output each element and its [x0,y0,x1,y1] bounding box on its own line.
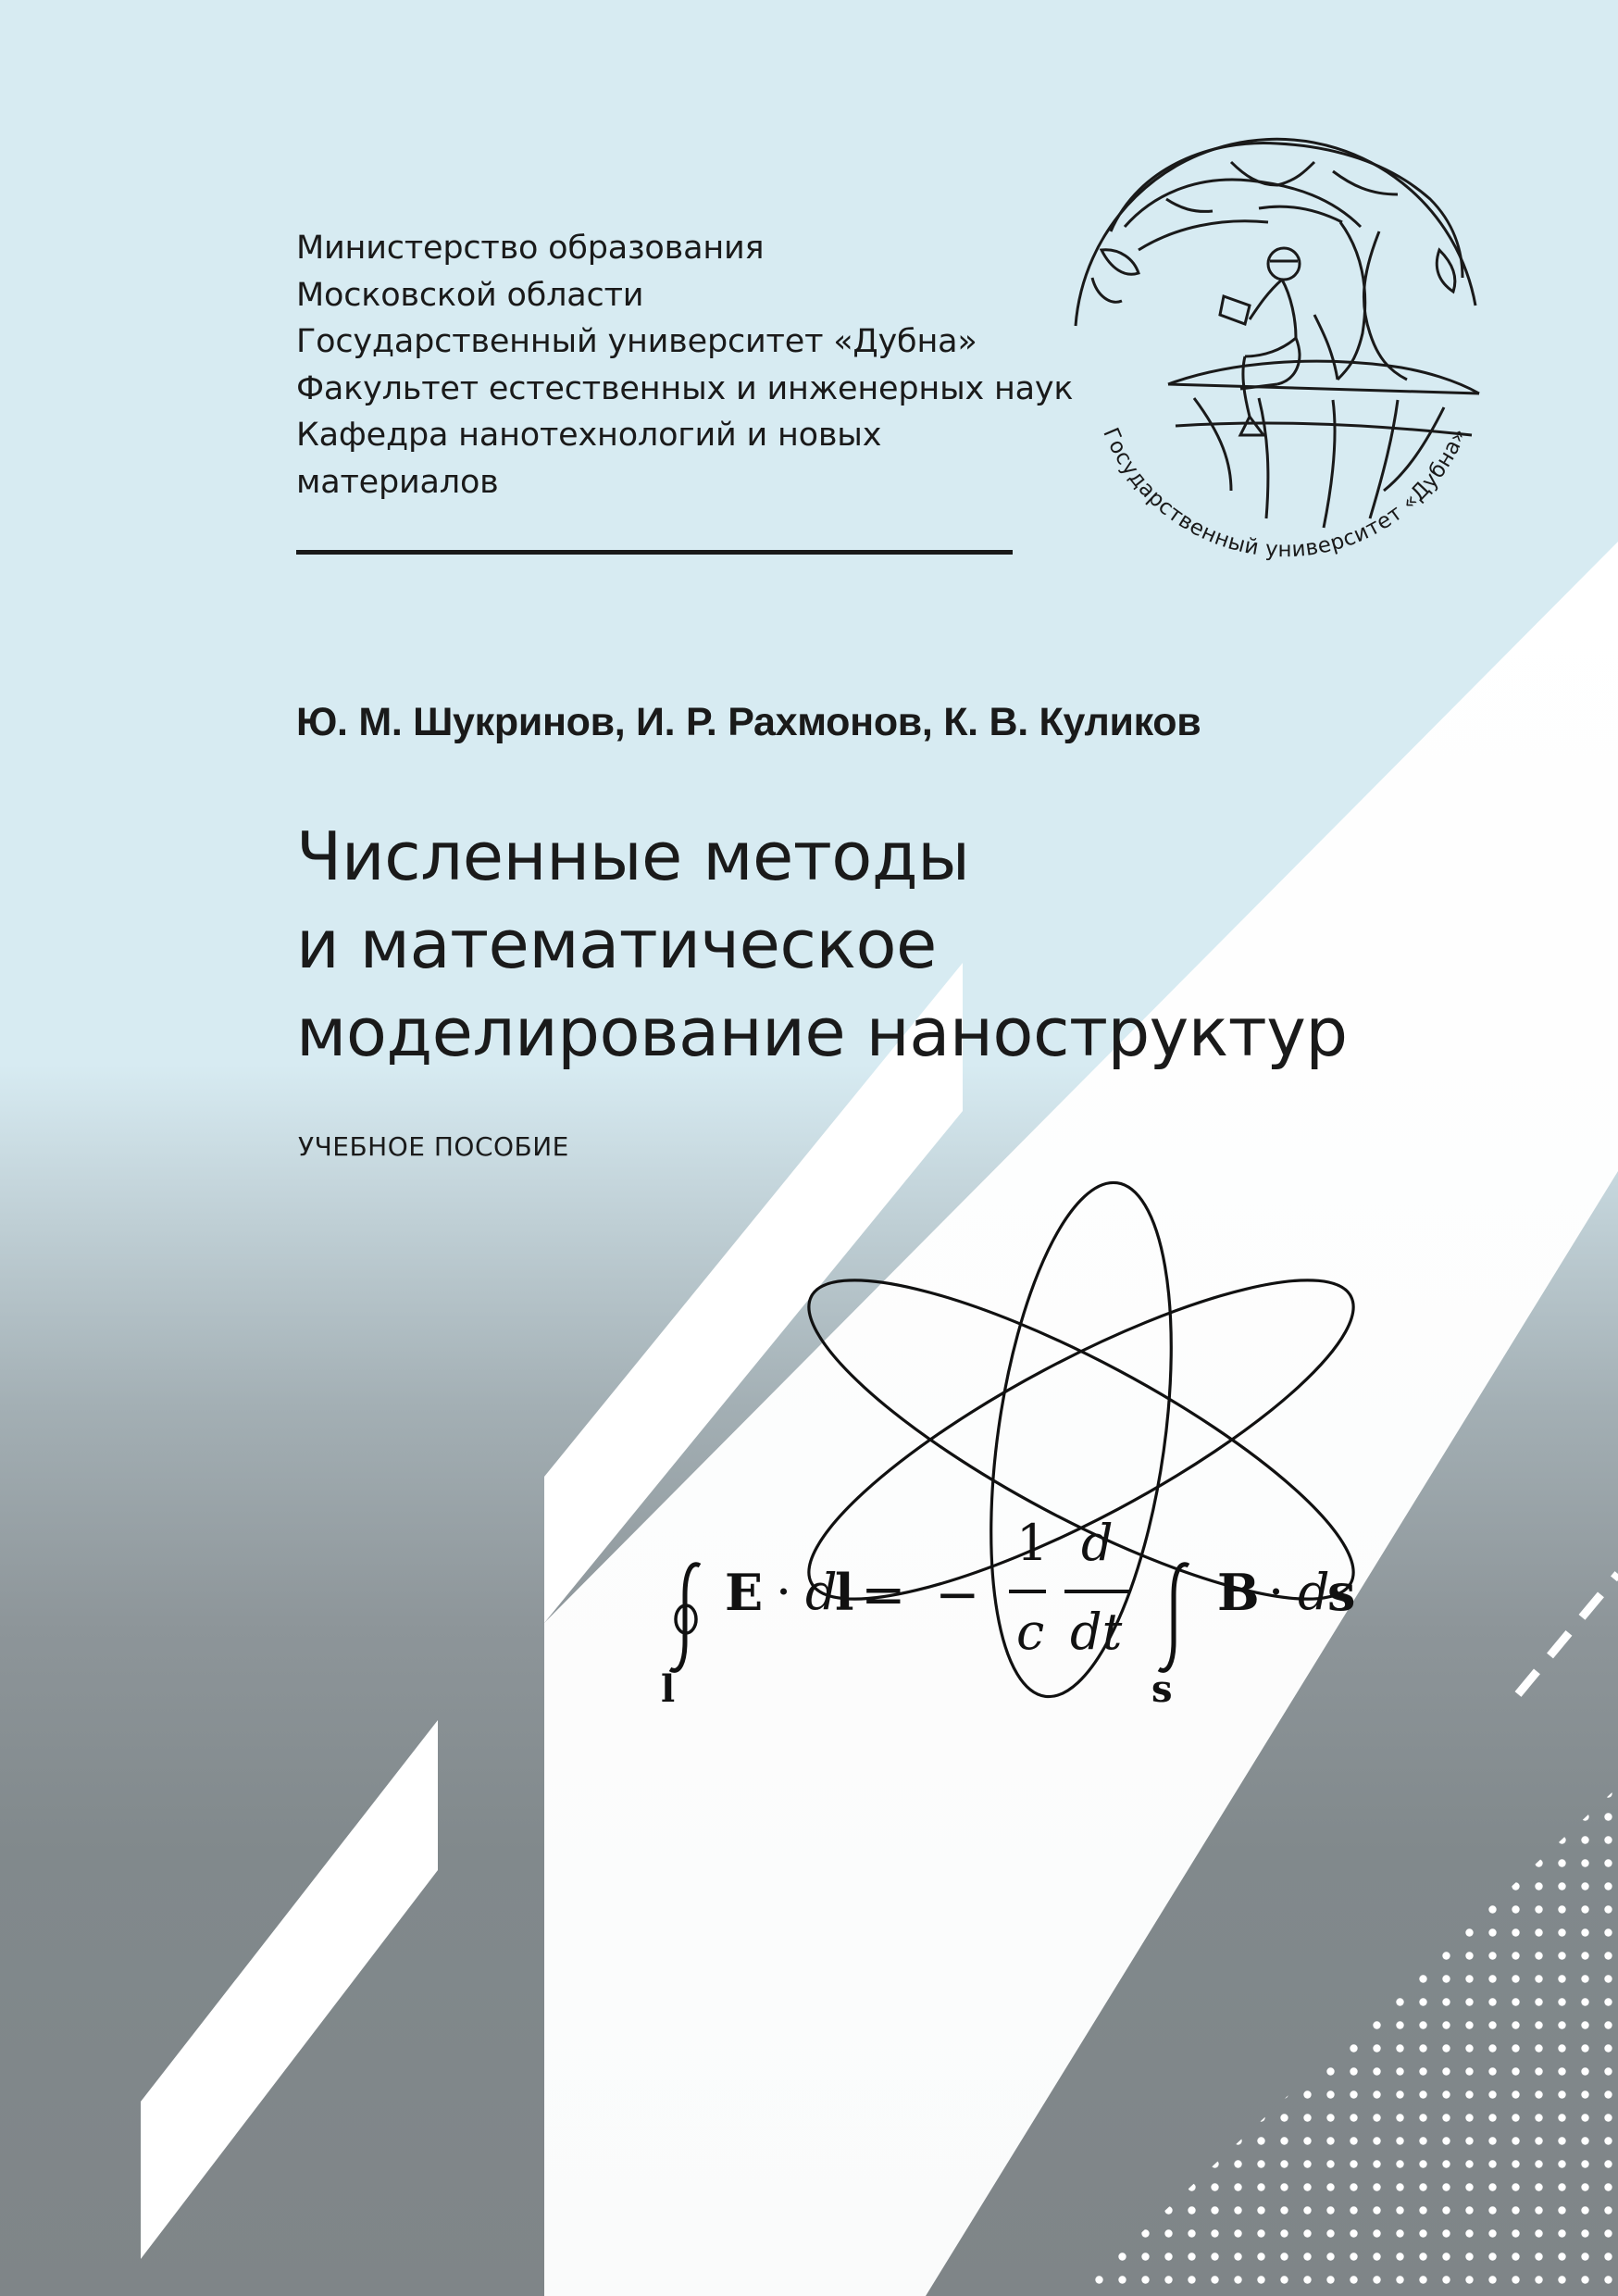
title-line-1: Численные методы [296,817,970,895]
org-line-faculty: Факультет естественных и инженерных наук [296,369,1074,407]
loop-subscript: l [661,1667,676,1711]
rhs-vector: B [1217,1563,1260,1622]
lhs-vector: E [725,1563,764,1622]
frac2-bar [1064,1590,1129,1593]
university-logo [1076,139,1479,562]
rhs-element: d [1298,1563,1330,1621]
organization-block [296,225,1073,505]
dot-1: · [776,1563,792,1621]
logo-arc-text: Государственный университет «Дубна» [1098,424,1472,563]
surface-subscript: s [1151,1667,1173,1711]
surface-integral-icon [1148,1558,1203,1678]
book-title [296,813,1348,1077]
lhs-element-vector: l [835,1563,854,1622]
dashed-line-right [1518,1574,1618,1694]
org-line-university: Государственный университет «Дубна» [296,323,977,360]
org-line-region: Московской области [296,276,644,314]
equals-sign: = [861,1563,906,1626]
frac1-bar [1009,1590,1046,1593]
frac1-denominator: c [1016,1603,1045,1661]
frac2-denominator: dt [1070,1603,1123,1661]
white-side-stripe [141,1720,438,2259]
divider-rule [296,550,1013,555]
frac1-numerator: 1 [1016,1514,1049,1572]
org-line-department: Кафедра нанотехнологий и новых [296,417,882,454]
org-line-ministry: Министерство образования [296,230,765,267]
title-line-2: и математическое [296,905,937,983]
org-line-department-cont: материалов [296,463,499,501]
authors: Ю. М. Шукринов, И. Р. Рахмонов, К. В. Куликов [296,700,1201,744]
lhs-element: d [805,1563,838,1621]
rhs-element-vector: s [1327,1563,1356,1622]
title-line-3: моделирование наноструктур [296,993,1348,1071]
contour-integral-icon [659,1558,715,1678]
dot-2: · [1268,1563,1285,1621]
minus-sign: − [935,1563,980,1626]
book-subtitle: УЧЕБНОЕ ПОСОБИЕ [298,1131,569,1162]
frac2-numerator: d [1081,1514,1114,1572]
